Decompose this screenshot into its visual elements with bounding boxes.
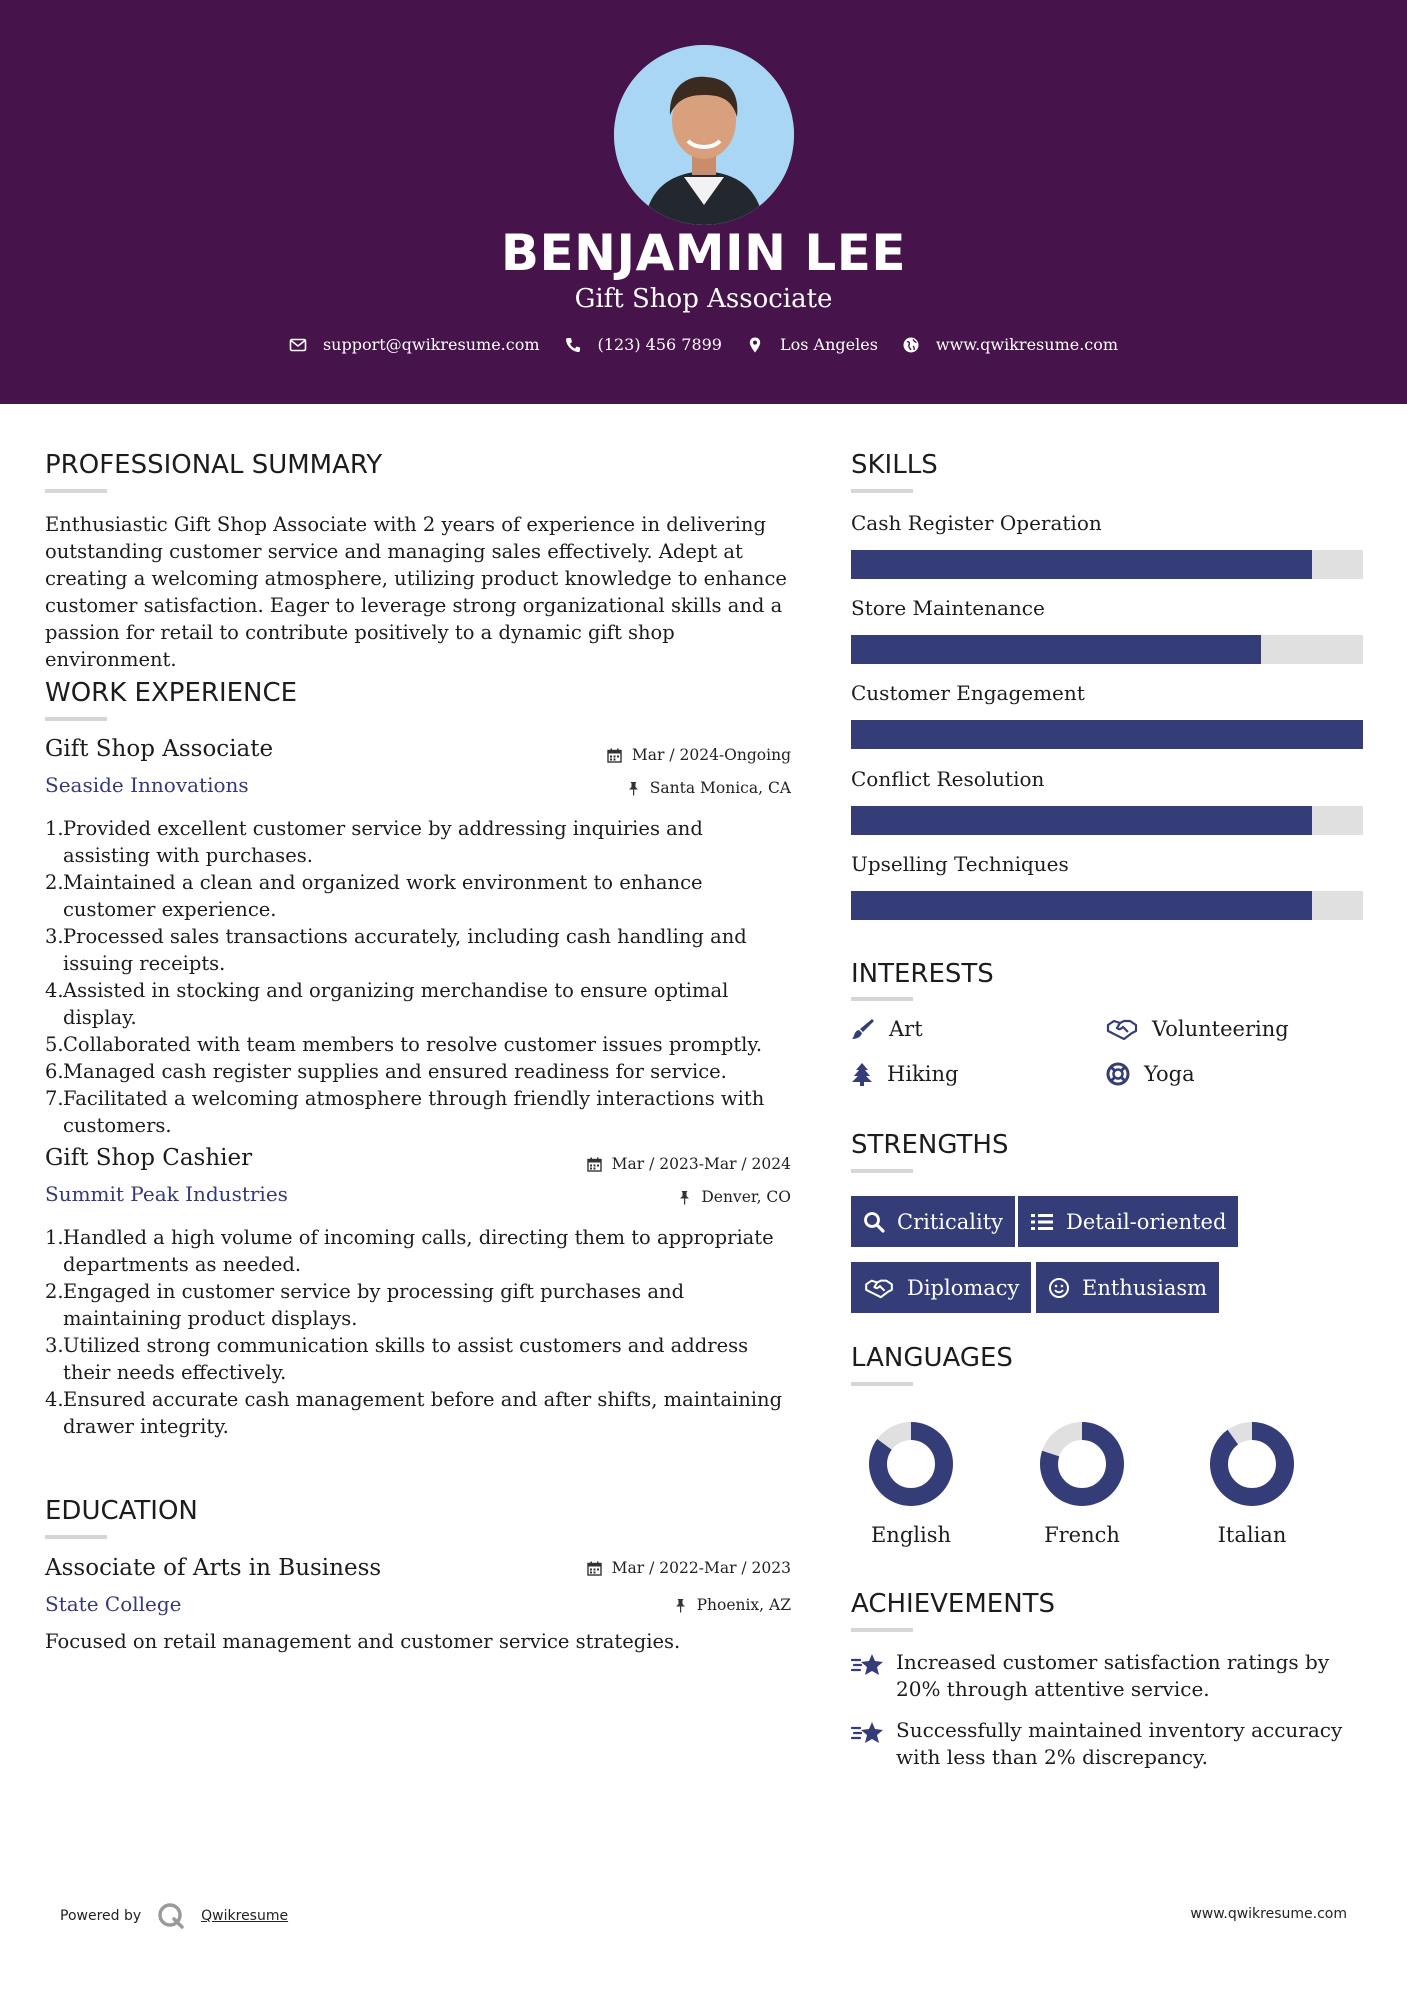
education-date [587, 1559, 791, 1577]
smile-icon [1048, 1277, 1070, 1299]
avatar [614, 45, 794, 225]
list-item: 2. Engaged in customer service by processing gift purchases and maintaining product displays. [45, 1280, 685, 1330]
skill-bar-fill [851, 891, 1312, 920]
interest-label: Volunteering [1152, 1017, 1289, 1041]
list-item: 5. Collaborated with team members to resolve customer issues promptly. [45, 1033, 763, 1056]
skill-label: Cash Register Operation [851, 511, 1102, 535]
map-pin-icon [746, 336, 764, 354]
contact-email-text: support@qwikresume.com [322, 335, 540, 354]
interest-label: Yoga [1144, 1062, 1195, 1086]
skills-rule [851, 489, 913, 493]
handshake-icon [1106, 1017, 1138, 1041]
contact-phone-text: (123) 456 7899 [597, 335, 722, 354]
phone-icon [564, 336, 582, 354]
experience-title: WORK EXPERIENCE [45, 678, 298, 708]
achievement-item [851, 1649, 1371, 1703]
interest-item [1106, 1062, 1195, 1086]
handshake-icon [863, 1277, 895, 1299]
calendar-icon [587, 1561, 602, 1576]
language-label: French [1044, 1523, 1120, 1547]
search-icon [863, 1211, 885, 1233]
job-date-text: Mar / 2024-Ongoing [631, 746, 791, 764]
education-title: EDUCATION [45, 1496, 198, 1526]
skill-label: Store Maintenance [851, 596, 1045, 620]
paintbrush-icon [851, 1017, 875, 1041]
strength-label: Enthusiasm [1082, 1275, 1208, 1300]
education-description: Focused on retail management and customer service strategies. [45, 1630, 681, 1653]
qwikresume-logo-icon [157, 1902, 185, 1930]
skill-bar-fill [851, 635, 1261, 664]
education-location-text: Phoenix, AZ [696, 1596, 791, 1614]
language-donut-english [867, 1420, 955, 1508]
job-date [607, 746, 791, 764]
list-item: 7. Facilitated a welcoming atmosphere through friendly interactions with customers. [45, 1087, 765, 1137]
education-rule [45, 1535, 107, 1539]
contact-email[interactable] [289, 335, 540, 354]
job-location [627, 779, 791, 797]
pushpin-icon [678, 1190, 691, 1205]
job-title: Gift Shop Cashier [45, 1145, 253, 1171]
pushpin-icon [674, 1598, 687, 1613]
achievement-text: Increased customer satisfaction ratings by 20% through attentive service. [896, 1650, 1330, 1701]
strength-chip [851, 1196, 1015, 1247]
list-item: 3. Processed sales transactions accurately, including cash handling and issuing receipts. [45, 925, 747, 975]
job-entry [45, 736, 791, 796]
degree-title: Associate of Arts in Business [45, 1555, 382, 1581]
strength-label: Detail-oriented [1066, 1209, 1227, 1234]
job-location-text: Denver, CO [701, 1188, 791, 1206]
shooting-star-icon [851, 1651, 885, 1679]
summary-title: PROFESSIONAL SUMMARY [45, 450, 383, 480]
languages-title: LANGUAGES [851, 1343, 1013, 1373]
contact-website-text: www.qwikresume.com [935, 335, 1119, 354]
job-location [678, 1188, 791, 1206]
list-item: 2. Maintained a clean and organized work environment to enhance customer experience. [45, 871, 703, 921]
language-label: Italian [1217, 1523, 1287, 1547]
list-item: 1. Handled a high volume of incoming calls, directing them to appropriate departments as needed. [45, 1226, 774, 1276]
envelope-icon [289, 336, 307, 354]
job-company: Seaside Innovations [45, 773, 249, 797]
language-donut-italian [1208, 1420, 1296, 1508]
education-entry [45, 1555, 791, 1615]
job-date [587, 1155, 791, 1173]
skills-title: SKILLS [851, 450, 938, 480]
strength-chip [1018, 1196, 1238, 1247]
list-item: 1. Provided excellent customer service by addressing inquiries and assisting with purchases. [45, 817, 703, 867]
job-company: Summit Peak Industries [45, 1182, 288, 1206]
list-icon [1030, 1212, 1054, 1232]
globe-icon [902, 336, 920, 354]
language-donut-fill [1219, 1431, 1285, 1497]
interests-rule [851, 997, 913, 1001]
strength-chip [851, 1262, 1031, 1313]
skill-label: Upselling Techniques [851, 852, 1069, 876]
strengths-rule [851, 1169, 913, 1173]
achievements-rule [851, 1628, 913, 1632]
languages-rule [851, 1382, 913, 1386]
education-date-text: Mar / 2022-Mar / 2023 [611, 1559, 791, 1577]
job-date-text: Mar / 2023-Mar / 2024 [611, 1155, 791, 1173]
skill-bar-track [851, 806, 1363, 835]
summary-text: Enthusiastic Gift Shop Associate with 2 years of experience in delivering outstanding customer service and managing sales effectively. Adept at creating a welcoming atmosphere, utilizing product knowledge to enhance customer satisfaction. Eager to leverage strong organizational skills and a passion for retail to contribute positively to a dynamic gift shop environment. [45, 513, 787, 671]
education-location [674, 1596, 791, 1614]
skill-label: Customer Engagement [851, 681, 1085, 705]
list-item: 4. Ensured accurate cash management before and after shifts, maintaining drawer integrity. [45, 1388, 783, 1438]
contact-bar [0, 335, 1407, 354]
skill-bar-track [851, 720, 1363, 749]
skill-bar-fill [851, 806, 1312, 835]
job-title: Gift Shop Associate [45, 736, 274, 762]
candidate-name: BENJAMIN LEE [500, 224, 907, 282]
job-entry [45, 1145, 791, 1205]
footer-website[interactable]: www.qwikresume.com [1190, 1906, 1347, 1922]
school-name: State College [45, 1592, 182, 1616]
lifebuoy-icon [1106, 1062, 1130, 1086]
job-responsibilities [45, 815, 795, 1139]
resume-header [0, 0, 1407, 404]
calendar-icon [587, 1157, 602, 1172]
footer-powered-by [60, 1902, 288, 1930]
person-photo-icon [614, 45, 794, 225]
interest-label: Art [889, 1017, 923, 1041]
skill-bar-track [851, 635, 1363, 664]
list-item: 3. Utilized strong communication skills to assist customers and address their needs effectively. [45, 1334, 749, 1384]
contact-website[interactable] [902, 335, 1118, 354]
skill-bar-track [851, 550, 1363, 579]
interests-title: INTERESTS [851, 959, 994, 989]
skill-bar-fill [851, 720, 1363, 749]
achievements-title: ACHIEVEMENTS [851, 1589, 1056, 1619]
candidate-role: Gift Shop Associate [574, 284, 833, 314]
skill-label: Conflict Resolution [851, 767, 1045, 791]
strength-label: Criticality [897, 1209, 1003, 1234]
interest-item [1106, 1017, 1289, 1041]
job-responsibilities [45, 1224, 795, 1440]
summary-rule [45, 489, 107, 493]
powered-by-text: Powered by [60, 1908, 142, 1924]
skill-bar-fill [851, 550, 1312, 579]
achievement-text: Successfully maintained inventory accuracy with less than 2% discrepancy. [896, 1718, 1343, 1769]
interest-label: Hiking [887, 1062, 959, 1086]
experience-rule [45, 717, 107, 721]
strength-chip [1036, 1262, 1219, 1313]
calendar-icon [607, 748, 622, 763]
shooting-star-icon [851, 1719, 885, 1747]
interest-item [851, 1062, 958, 1086]
interest-item [851, 1017, 923, 1041]
skill-bar-track [851, 891, 1363, 920]
contact-phone[interactable] [564, 335, 722, 354]
list-item: 6. Managed cash register supplies and ensured readiness for service. [45, 1060, 727, 1083]
strengths-title: STRENGTHS [851, 1130, 1009, 1160]
achievement-item [851, 1717, 1371, 1771]
contact-location [746, 335, 878, 354]
contact-location-text: Los Angeles [779, 335, 878, 354]
job-location-text: Santa Monica, CA [649, 779, 791, 797]
list-item: 4. Assisted in stocking and organizing merchandise to ensure optimal display. [45, 979, 729, 1029]
qwikresume-link[interactable]: Qwikresume [201, 1908, 289, 1924]
strength-label: Diplomacy [907, 1275, 1020, 1300]
tree-icon [851, 1062, 873, 1086]
language-donut-french [1038, 1420, 1126, 1508]
language-label: English [870, 1523, 952, 1547]
pushpin-icon [627, 781, 640, 796]
